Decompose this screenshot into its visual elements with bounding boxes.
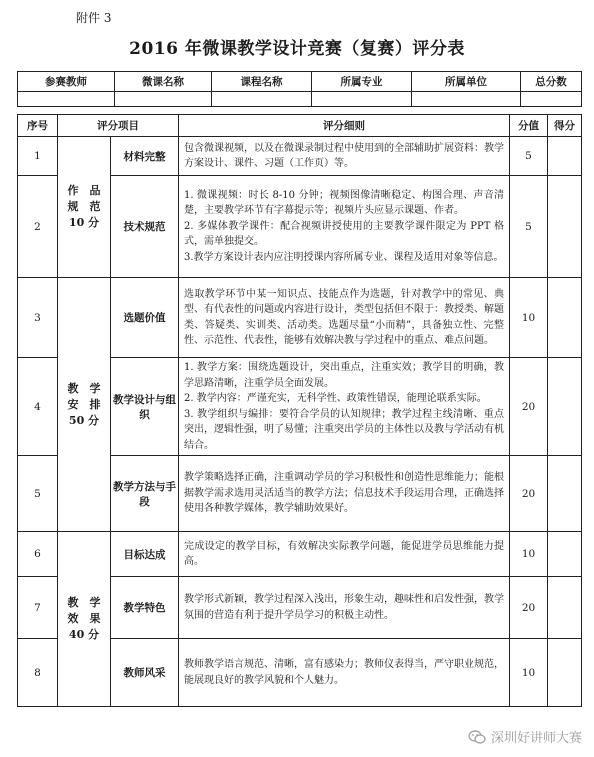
col-header-score: 得分 xyxy=(548,115,582,137)
col-header-index: 序号 xyxy=(18,115,58,137)
page-title: 2016 年微课教学设计竞赛（复赛）评分表 xyxy=(129,39,465,59)
score-cell[interactable] xyxy=(548,176,582,278)
item-name: 技术规范 xyxy=(111,176,179,278)
item-detail: 教学形式新颖，教学过程深入浅出，形象生动，趣味性和启发性强，教学氛围的营造有利于提升学员学习的积极主动性。 xyxy=(179,577,510,639)
table-row xyxy=(18,278,582,358)
item-detail: 教学策略选择正确，注重调动学员的学习积极性和创造性思维能力；能根据教学需求选用灵活适当的教学方法；信息技术手段运用合理，正确选择使用各种教学媒体，教学辅助效果好。 xyxy=(179,456,510,532)
item-value: 10 xyxy=(510,639,548,707)
row-number: 3 xyxy=(18,278,58,358)
scoring-table xyxy=(17,114,582,707)
col-header-item: 评分项目 xyxy=(58,115,179,137)
item-value: 5 xyxy=(510,137,548,176)
header-microcourse-name: 微课名称 xyxy=(115,72,212,92)
row-number: 1 xyxy=(18,137,58,176)
item-detail: 包含微课视频，以及在微课录制过程中使用到的全部辅助扩展资料：教学方案设计、课件、习题（工作页）等。 xyxy=(179,137,510,176)
group-teaching-arrangement: 教 学 安 排 50 分 xyxy=(58,278,111,532)
item-value: 5 xyxy=(510,176,548,278)
score-cell[interactable] xyxy=(548,532,582,577)
item-name: 教师风采 xyxy=(111,639,179,707)
header-total-score: 总分数 xyxy=(521,72,582,92)
item-value: 20 xyxy=(510,358,548,456)
item-name: 教学特色 xyxy=(111,577,179,639)
header-major: 所属专业 xyxy=(312,72,412,92)
header-unit: 所属单位 xyxy=(412,72,521,92)
score-cell[interactable] xyxy=(548,278,582,358)
teacher-cell[interactable] xyxy=(18,92,115,107)
row-number: 8 xyxy=(18,639,58,707)
item-name: 材料完整 xyxy=(111,137,179,176)
item-name: 目标达成 xyxy=(111,532,179,577)
row-number: 5 xyxy=(18,456,58,532)
score-cell[interactable] xyxy=(548,639,582,707)
watermark xyxy=(468,727,582,746)
group-teaching-effect: 教 学 效 果 40 分 xyxy=(58,532,111,707)
col-header-detail: 评分细则 xyxy=(179,115,510,137)
item-name: 教学设计与组织 xyxy=(111,358,179,456)
wechat-icon xyxy=(468,730,486,744)
item-detail: 1. 教学方案：围绕选题设计，突出重点，注重实效；教学目的明确，教学思路清晰，注重学员全面发展。 2. 教学内容：严谨充实，无科学性、政策性错误，能理论联系实际。 3. 教学组织与编排：要符合学员的认知规律；教学过程主线清晰、重点突出，逻辑性强，明了易懂；注重突出学员的主体性以及教与学活动有机结合。 xyxy=(179,358,510,456)
item-value: 20 xyxy=(510,577,548,639)
table-row xyxy=(18,532,582,577)
attachment-label: 附件 3 xyxy=(76,11,112,25)
col-header-value: 分值 xyxy=(510,115,548,137)
participant-info-table xyxy=(17,71,582,107)
item-name: 教学方法与手段 xyxy=(111,456,179,532)
row-number: 4 xyxy=(18,358,58,456)
table-row xyxy=(18,137,582,176)
item-detail: 1. 微课视频：时长 8-10 分钟；视频图像清晰稳定、构图合理、声音清楚，主要教学环节有字幕提示等；视频片头应显示课题、作者。 2. 多媒体教学课件：配合视频讲授使用的主要教学课件限定为 PPT 格式，需单独提交。 3.教学方案设计表内应注明授课内容所属专业、课程及适用对象等信息。 xyxy=(179,176,510,278)
item-value: 20 xyxy=(510,456,548,532)
microcourse-name-cell[interactable] xyxy=(115,92,212,107)
row-number: 6 xyxy=(18,532,58,577)
score-cell[interactable] xyxy=(548,577,582,639)
row-number: 7 xyxy=(18,577,58,639)
group-work-standard: 作 品 规 范 10 分 xyxy=(58,137,111,278)
unit-cell[interactable] xyxy=(412,92,521,107)
total-score-cell[interactable] xyxy=(521,92,582,107)
item-detail: 完成设定的教学目标，有效解决实际教学问题，能促进学员思维能力提高。 xyxy=(179,532,510,577)
header-teacher: 参赛教师 xyxy=(18,72,115,92)
score-cell[interactable] xyxy=(548,456,582,532)
item-value: 10 xyxy=(510,532,548,577)
major-cell[interactable] xyxy=(312,92,412,107)
row-number: 2 xyxy=(18,176,58,278)
score-cell[interactable] xyxy=(548,358,582,456)
watermark-text: 深圳好讲师大赛 xyxy=(490,731,582,746)
item-detail: 选取教学环节中某一知识点、技能点作为选题，针对教学中的常见、典型、有代表性的问题或内容进行设计，类型包括但不限于：教授类、解题类、答疑类、实训类、活动类。选题尽量“小而精”，具备独立性、完整性、示范性、代表性，能够有效解决教与学过程中的重点、难点问题。 xyxy=(179,278,510,358)
item-value: 10 xyxy=(510,278,548,358)
course-name-cell[interactable] xyxy=(212,92,312,107)
header-course-name: 课程名称 xyxy=(212,72,312,92)
score-cell[interactable] xyxy=(548,137,582,176)
item-detail: 教师教学语言规范、清晰，富有感染力；教师仪表得当，严守职业规范，能展现良好的教学风貌和个人魅力。 xyxy=(179,639,510,707)
item-name: 选题价值 xyxy=(111,278,179,358)
